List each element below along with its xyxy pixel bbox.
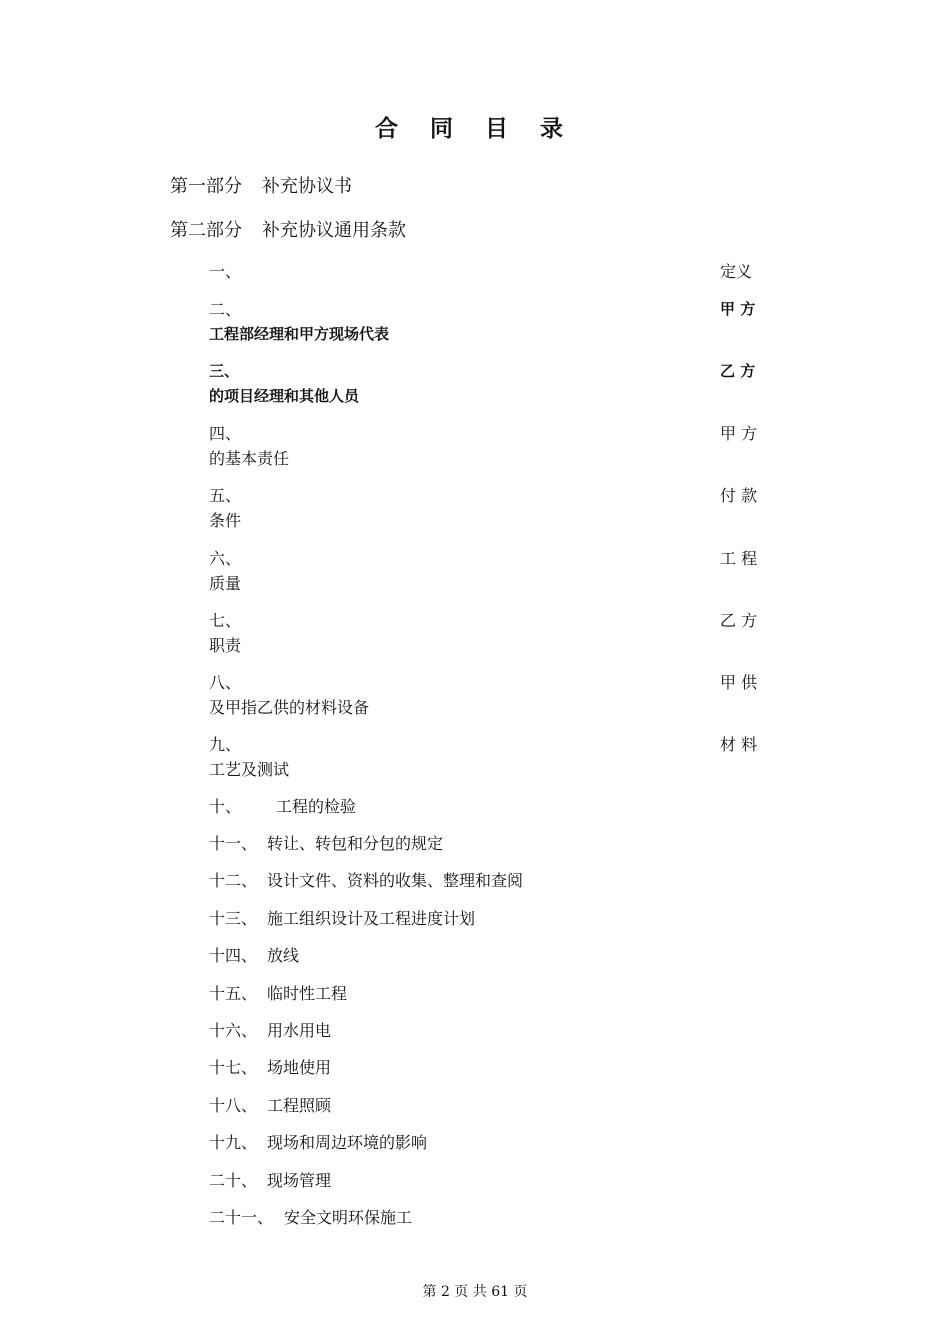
part-text: 补充协议通用条款 (262, 220, 406, 241)
toc-entry (209, 1018, 331, 1043)
toc-title: 转让、转包和分包的规定 (267, 834, 444, 853)
toc-title: 现场和周边环境的影响 (267, 1133, 428, 1152)
toc-entry (209, 1205, 412, 1230)
toc-number: 七、 (209, 611, 242, 630)
toc-title: 放线 (267, 946, 300, 965)
toc-number: 十一、 (209, 834, 258, 853)
toc-number: 九、 (209, 735, 242, 754)
toc-title-start: 材 料 (720, 735, 758, 754)
toc-number: 十七、 (209, 1058, 258, 1077)
toc-title: 临时性工程 (267, 984, 348, 1003)
toc-title-start: 乙 方 (720, 611, 758, 630)
toc-entry (209, 1093, 331, 1118)
toc-title-start: 甲 方 (720, 300, 756, 318)
part-text: 补充协议书 (262, 176, 352, 197)
toc-title-continued: 工艺及测试 (209, 760, 290, 779)
toc-entry (209, 906, 475, 931)
toc-title: 现场管理 (267, 1171, 332, 1190)
toc-title-start: 甲 供 (720, 673, 758, 692)
toc-title-continued: 职责 (209, 636, 242, 655)
toc-number: 十、 (209, 797, 242, 816)
toc-title-continued: 质量 (209, 574, 242, 593)
toc-number: 八、 (209, 673, 242, 692)
toc-number: 一、 (209, 262, 242, 281)
toc-entry (209, 1055, 331, 1080)
page-footer: 第 2 页 共 61 页 (422, 1284, 528, 1300)
part-label: 第二部分 (170, 220, 242, 241)
toc-title-continued: 条件 (209, 511, 242, 530)
toc-title-continued: 的项目经理和其他人员 (209, 387, 360, 405)
toc-title-start: 工 程 (720, 549, 758, 568)
toc-entry (209, 868, 523, 893)
toc-entry (209, 1130, 427, 1155)
toc-title: 工程照顾 (267, 1096, 332, 1115)
toc-title: 场地使用 (267, 1058, 332, 1077)
toc-number: 十五、 (209, 984, 258, 1003)
toc-number: 十八、 (209, 1096, 258, 1115)
toc-number: 十九、 (209, 1133, 258, 1152)
toc-entry (209, 794, 356, 819)
toc-number: 十二、 (209, 871, 258, 890)
toc-title-start: 定义 (720, 262, 753, 281)
part-two-heading (170, 216, 406, 242)
toc-title: 施工组织设计及工程进度计划 (267, 909, 476, 928)
toc-title: 用水用电 (267, 1021, 332, 1040)
toc-title-start: 甲 方 (720, 424, 758, 443)
toc-title-continued: 的基本责任 (209, 449, 290, 468)
toc-title-continued: 工程部经理和甲方现场代表 (209, 325, 390, 343)
part-one-heading (170, 172, 352, 198)
toc-number: 二十、 (209, 1171, 258, 1190)
toc-title-start: 乙 方 (720, 362, 756, 380)
toc-entry (209, 943, 299, 968)
toc-title-start: 付 款 (720, 486, 758, 505)
page-title: 合 同 目 录 (374, 116, 576, 142)
toc-entry (209, 831, 443, 856)
toc-entry (209, 981, 347, 1006)
toc-number: 五、 (209, 486, 242, 505)
toc-number: 十六、 (209, 1021, 258, 1040)
toc-title: 设计文件、资料的收集、整理和查阅 (267, 871, 524, 890)
toc-title: 工程的检验 (276, 797, 357, 816)
toc-title: 安全文明环保施工 (284, 1208, 413, 1227)
toc-number: 六、 (209, 549, 242, 568)
toc-number: 十三、 (209, 909, 258, 928)
toc-number: 十四、 (209, 946, 258, 965)
toc-number: 四、 (209, 424, 242, 443)
part-label: 第一部分 (170, 176, 242, 197)
toc-title-continued: 及甲指乙供的材料设备 (209, 698, 370, 717)
toc-number: 二十一、 (209, 1208, 274, 1227)
toc-entry (209, 1168, 331, 1193)
toc-number: 二、 (209, 300, 242, 319)
toc-number: 三、 (209, 362, 240, 380)
